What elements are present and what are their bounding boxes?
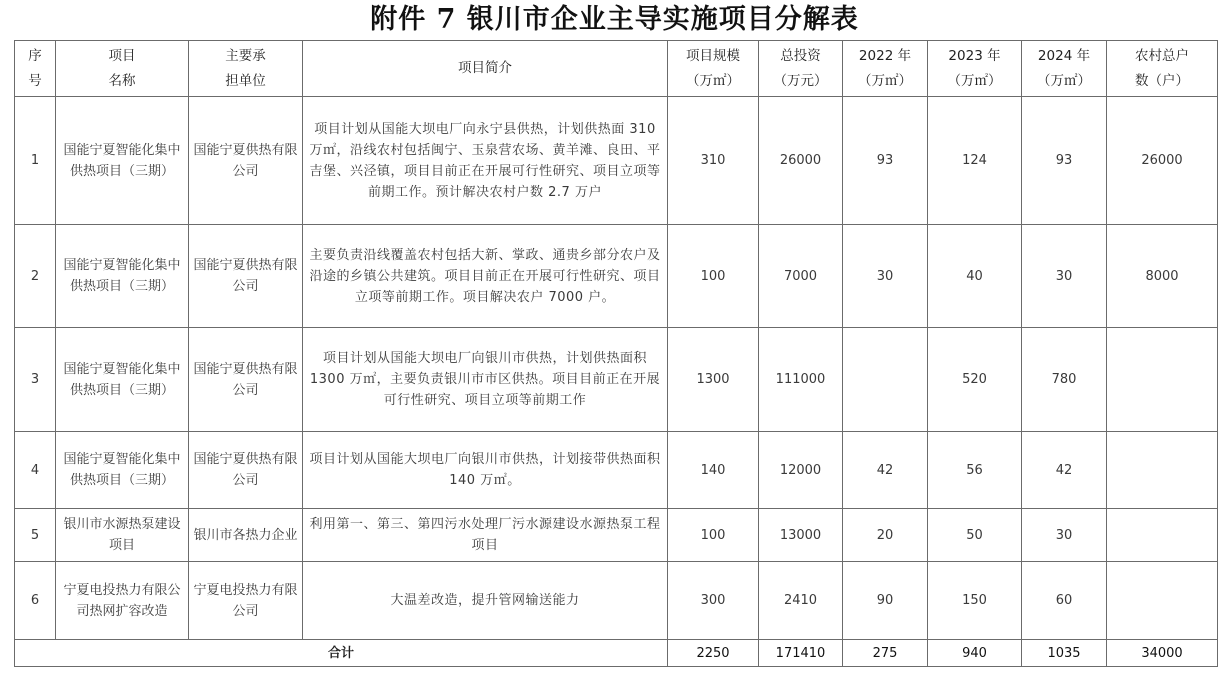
- cell-scale: 300: [668, 562, 759, 640]
- table-row: [15, 97, 1218, 225]
- cell-2024: 30: [1022, 509, 1107, 562]
- cell-no: 6: [15, 562, 56, 640]
- cell-investment: 13000: [759, 509, 843, 562]
- header-cell-unit: 主要承 担单位: [189, 41, 303, 97]
- cell-no: 2: [15, 225, 56, 328]
- cell-2023: 56: [928, 432, 1022, 509]
- cell-description: 项目计划从国能大坝电厂向永宁县供热，计划供热面 310 万㎡，沿线农村包括闽宁、玉泉营农场、黄羊滩、良田、平吉堡、兴泾镇，项目目前正在开展可行性研究、项目立项等前期工作。预计解决农村户数 2.7 万户: [303, 97, 668, 225]
- total-households: 34000: [1107, 640, 1218, 667]
- cell-investment: 12000: [759, 432, 843, 509]
- table-row: [15, 328, 1218, 432]
- header-cell-investment: 总投资 （万元）: [759, 41, 843, 97]
- total-2022: 275: [843, 640, 928, 667]
- cell-unit: 国能宁夏供热有限公司: [189, 328, 303, 432]
- total-2023: 940: [928, 640, 1022, 667]
- cell-unit: 国能宁夏供热有限公司: [189, 97, 303, 225]
- table-row: [15, 225, 1218, 328]
- cell-description: 项目计划从国能大坝电厂向银川市供热，计划供热面积 1300 万㎡，主要负责银川市市区供热。项目目前正在开展可行性研究、项目立项等前期工作: [303, 328, 668, 432]
- cell-project-name: 宁夏电投热力有限公司热网扩容改造: [56, 562, 189, 640]
- cell-2024: 30: [1022, 225, 1107, 328]
- cell-no: 3: [15, 328, 56, 432]
- cell-2022: 20: [843, 509, 928, 562]
- cell-households: 26000: [1107, 97, 1218, 225]
- cell-unit: 国能宁夏供热有限公司: [189, 432, 303, 509]
- cell-households: 8000: [1107, 225, 1218, 328]
- table-row: [15, 432, 1218, 509]
- total-row: [15, 640, 1218, 667]
- table-row: [15, 562, 1218, 640]
- total-scale: 2250: [668, 640, 759, 667]
- cell-scale: 100: [668, 225, 759, 328]
- header-cell-2024: 2024 年 （万㎡）: [1022, 41, 1107, 97]
- document-title: 附件 7 银川市企业主导实施项目分解表: [370, 4, 859, 35]
- total-label: 合计: [15, 640, 668, 667]
- header-cell-scale: 项目规模 （万㎡）: [668, 41, 759, 97]
- cell-investment: 2410: [759, 562, 843, 640]
- cell-2023: 40: [928, 225, 1022, 328]
- cell-households: [1107, 509, 1218, 562]
- total-investment: 171410: [759, 640, 843, 667]
- header-cell-no: 序 号: [15, 41, 56, 97]
- cell-investment: 111000: [759, 328, 843, 432]
- cell-2024: 93: [1022, 97, 1107, 225]
- header-cell-2022: 2022 年 （万㎡）: [843, 41, 928, 97]
- cell-households: [1107, 432, 1218, 509]
- cell-2022: 42: [843, 432, 928, 509]
- header-cell-households: 农村总户 数（户）: [1107, 41, 1218, 97]
- cell-project-name: 国能宁夏智能化集中供热项目（三期）: [56, 432, 189, 509]
- cell-unit: 宁夏电投热力有限公司: [189, 562, 303, 640]
- cell-2023: 124: [928, 97, 1022, 225]
- cell-2022: 90: [843, 562, 928, 640]
- cell-2024: 780: [1022, 328, 1107, 432]
- cell-2023: 520: [928, 328, 1022, 432]
- cell-households: [1107, 562, 1218, 640]
- cell-investment: 26000: [759, 97, 843, 225]
- cell-description: 项目计划从国能大坝电厂向银川市供热，计划接带供热面积 140 万㎡。: [303, 432, 668, 509]
- cell-scale: 140: [668, 432, 759, 509]
- header-cell-name: 项目 名称: [56, 41, 189, 97]
- cell-2023: 150: [928, 562, 1022, 640]
- cell-unit: 国能宁夏供热有限公司: [189, 225, 303, 328]
- cell-investment: 7000: [759, 225, 843, 328]
- cell-no: 5: [15, 509, 56, 562]
- cell-project-name: 银川市水源热泵建设项目: [56, 509, 189, 562]
- header-cell-desc: 项目简介: [303, 41, 668, 97]
- cell-scale: 1300: [668, 328, 759, 432]
- total-2024: 1035: [1022, 640, 1107, 667]
- cell-households: [1107, 328, 1218, 432]
- cell-unit: 银川市各热力企业: [189, 509, 303, 562]
- cell-description: 利用第一、第三、第四污水处理厂污水源建设水源热泵工程项目: [303, 509, 668, 562]
- header-row: [15, 41, 1218, 97]
- cell-2022: 93: [843, 97, 928, 225]
- cell-project-name: 国能宁夏智能化集中供热项目（三期）: [56, 328, 189, 432]
- cell-scale: 310: [668, 97, 759, 225]
- cell-2023: 50: [928, 509, 1022, 562]
- cell-description: 大温差改造，提升管网输送能力: [303, 562, 668, 640]
- cell-project-name: 国能宁夏智能化集中供热项目（三期）: [56, 97, 189, 225]
- cell-no: 4: [15, 432, 56, 509]
- project-breakdown-table: [14, 40, 1218, 667]
- cell-no: 1: [15, 97, 56, 225]
- cell-project-name: 国能宁夏智能化集中供热项目（三期）: [56, 225, 189, 328]
- cell-2024: 60: [1022, 562, 1107, 640]
- cell-scale: 100: [668, 509, 759, 562]
- cell-2024: 42: [1022, 432, 1107, 509]
- header-cell-2023: 2023 年 （万㎡）: [928, 41, 1022, 97]
- table-row: [15, 509, 1218, 562]
- cell-2022: [843, 328, 928, 432]
- cell-description: 主要负责沿线覆盖农村包括大新、掌政、通贵乡部分农户及沿途的乡镇公共建筑。项目目前正在开展可行性研究、项目立项等前期工作。项目解决农户 7000 户。: [303, 225, 668, 328]
- cell-2022: 30: [843, 225, 928, 328]
